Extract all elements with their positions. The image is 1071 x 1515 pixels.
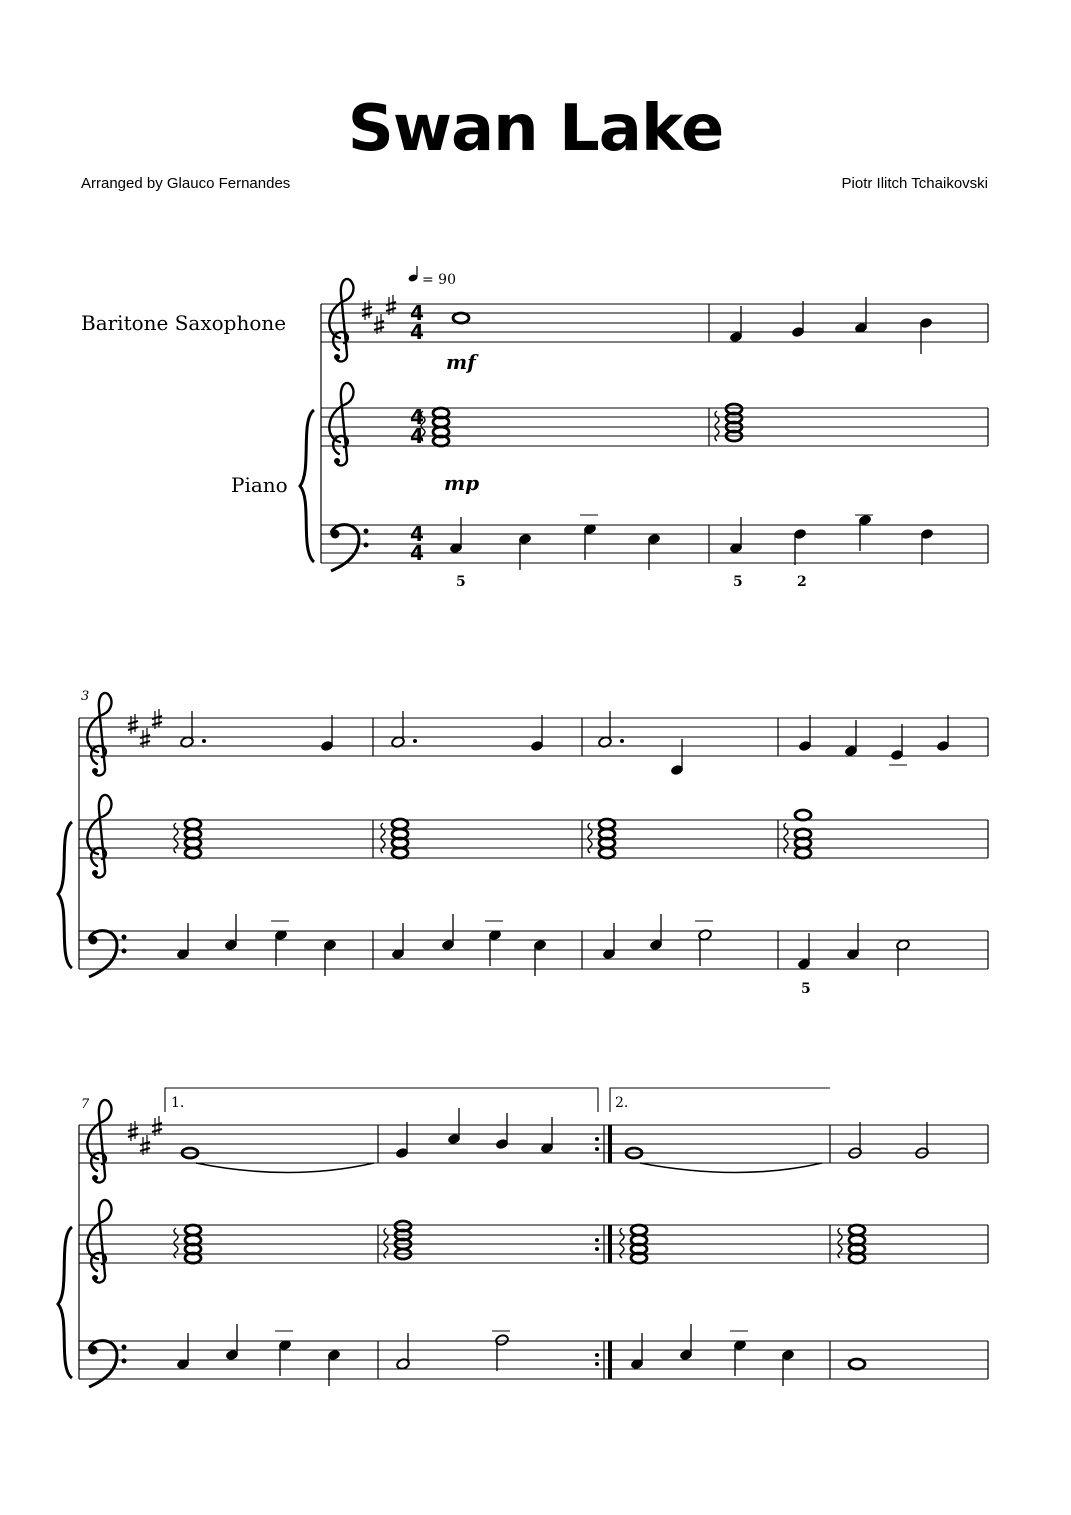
composer-credit: Piotr Ilitch Tchaikovski — [841, 175, 988, 192]
piano-chords — [174, 1221, 865, 1263]
piano-brace — [300, 410, 314, 562]
sharp-icon — [386, 295, 396, 315]
dynamic-mp: mp — [444, 471, 480, 495]
treble-clef-icon — [87, 1100, 111, 1183]
sharp-icon — [374, 314, 384, 334]
piano-brace — [58, 822, 72, 968]
bass-notes — [176, 914, 910, 976]
system-2 — [58, 689, 988, 997]
bass-notes — [176, 1324, 865, 1386]
whole-note — [453, 313, 469, 323]
svg-text:5: 5 — [733, 574, 743, 590]
sax-measure-2 — [729, 297, 933, 354]
volta-2-label: 2. — [615, 1095, 629, 1111]
measure-number: 3 — [81, 689, 90, 704]
instrument-label-sax: Baritone Saxophone — [81, 311, 287, 335]
sax-notes — [180, 711, 950, 776]
svg-text:5: 5 — [456, 574, 466, 590]
treble-clef-icon — [329, 383, 353, 466]
volta-brackets — [165, 1088, 830, 1112]
volta-1-label: 1. — [171, 1095, 185, 1111]
bass-measure-2 — [729, 514, 934, 565]
bass-clef-icon — [331, 525, 369, 571]
svg-text:2: 2 — [797, 574, 807, 590]
treble-clef-icon — [329, 279, 353, 362]
treble-clef-icon — [87, 1200, 111, 1283]
dynamic-mf: mf — [446, 350, 476, 374]
svg-text:4: 4 — [410, 405, 424, 429]
sharp-icon — [128, 1121, 138, 1141]
fingering — [456, 574, 807, 590]
sharp-icon — [140, 1135, 150, 1155]
treble-clef-icon — [87, 693, 111, 776]
bass-measure-1 — [449, 515, 661, 570]
sharp-icon — [152, 709, 162, 729]
svg-text:4: 4 — [410, 522, 424, 546]
sharp-icon — [362, 300, 372, 320]
arranger-credit: Arranged by Glauco Fernandes — [81, 175, 291, 192]
instrument-label-piano: Piano — [231, 473, 288, 497]
system-1 — [81, 266, 988, 590]
fingering: 5 — [801, 981, 811, 997]
sharp-icon — [152, 1116, 162, 1136]
bass-clef-icon — [89, 1341, 127, 1387]
tempo-text: = 90 — [422, 272, 456, 288]
svg-text:4: 4 — [410, 320, 424, 344]
sharp-icon — [140, 728, 150, 748]
piano-chord — [715, 404, 742, 441]
time-signature — [410, 301, 424, 565]
bass-clef-icon — [89, 931, 127, 977]
piano-chords — [174, 810, 811, 858]
sharp-icon — [128, 714, 138, 734]
svg-text:4: 4 — [410, 301, 424, 325]
treble-clef-icon — [87, 795, 111, 878]
piano-brace — [58, 1227, 72, 1378]
svg-text:4: 4 — [410, 541, 424, 565]
score-title: Swan Lake — [347, 92, 724, 166]
system-3 — [58, 1088, 988, 1387]
measure-number: 7 — [81, 1097, 90, 1112]
tempo-marking — [408, 266, 456, 288]
svg-text:4: 4 — [410, 424, 424, 448]
